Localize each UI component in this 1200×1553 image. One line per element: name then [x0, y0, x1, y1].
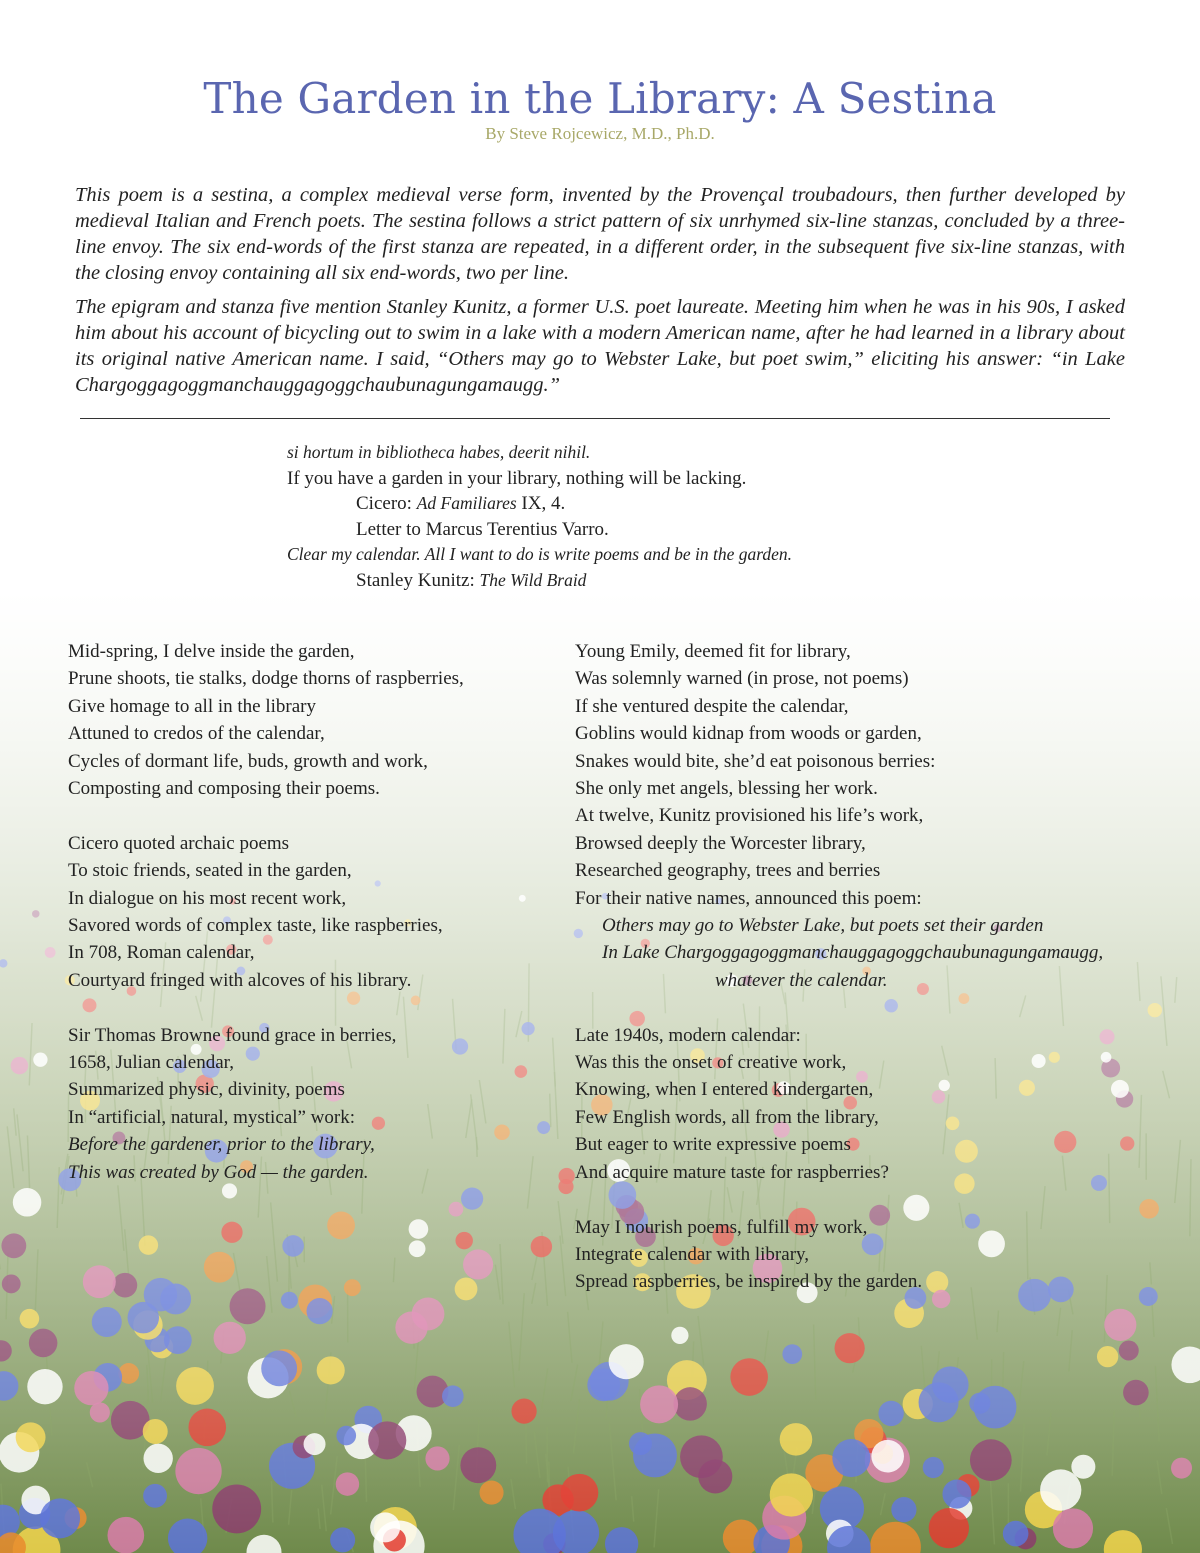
poem-line: Knowing, when I entered kindergarten,: [575, 1079, 874, 1101]
stanza-2: [68, 830, 548, 994]
poem-line: Give homage to all in the library: [68, 695, 316, 717]
poem-line: whatever the calendar.: [715, 969, 888, 991]
poem-line: If she ventured despite the calendar,: [575, 695, 849, 717]
epigraph-translation: If you have a garden in your library, nothing will be lacking.: [287, 467, 747, 489]
poem-line: Summarized physic, divinity, poems: [68, 1079, 345, 1101]
poem-line: For their native names, announced this poem:: [575, 887, 922, 909]
poem-line: In dialogue on his most recent work,: [68, 887, 347, 909]
poem-line: She only met angels, blessing her work.: [575, 778, 878, 800]
stanza-1: [68, 638, 548, 802]
poem-line: Sir Thomas Browne found grace in berries,: [68, 1024, 397, 1046]
poem-line: Cicero quoted archaic poems: [68, 832, 290, 854]
stanza-4: [575, 638, 1175, 802]
stanza-5: [575, 802, 1175, 994]
poem-column-left: [68, 638, 548, 1213]
poem-line: Attuned to credos of the calendar,: [68, 723, 325, 745]
poem-line: Was solemnly warned (in prose, not poems): [575, 668, 909, 690]
poem-line: And acquire mature taste for raspberries?: [575, 1161, 889, 1183]
poem-line: 1658, Julian calendar,: [68, 1052, 234, 1074]
page-title: The Garden in the Library: A Sestina: [203, 74, 997, 123]
poem-line: Courtyard fringed with alcoves of his library.: [68, 969, 412, 991]
poem-line: In Lake Chargoggagoggmanchauggagoggchaubunagungamaugg,: [602, 942, 1104, 964]
poem-line: Snakes would bite, she’d eat poisonous berries:: [575, 750, 936, 772]
poem-line: Mid-spring, I delve inside the garden,: [68, 641, 355, 662]
poem-line: May I nourish poems, fulfill my work,: [575, 1216, 868, 1238]
author-byline: By Steve Rojcewicz, M.D., Ph.D.: [485, 124, 715, 143]
poem-line: Others may go to Webster Lake, but poets set their garden: [602, 915, 1044, 937]
poem-line: Researched geography, trees and berries: [575, 860, 881, 882]
envoy: [575, 1214, 1175, 1296]
poem-line: In 708, Roman calendar,: [68, 942, 255, 964]
poem-line: Browsed deeply the Worcester library,: [575, 832, 866, 854]
poem-line: In “artificial, natural, mystical” work:: [68, 1106, 355, 1128]
poem-line: At twelve, Kunitz provisioned his life’s work,: [575, 805, 924, 827]
poem-line: This was created by God — the garden.: [68, 1161, 369, 1183]
epigraph-kunitz-quote: Clear my calendar. All I want to do is write poems and be in the garden.: [287, 544, 793, 564]
epigraph-cicero-citation: [287, 491, 987, 517]
poem-column-right: [575, 638, 1175, 1323]
intro-paragraph: This poem is a sestina, a complex medieval verse form, invented by the Provençal troubadours, then further developed by medieval Italian and French poets. The sestina follows a strict pattern of six unrhymed six-line stanzas, concluded by a three-line envoy. The six end-words of the first stanza are repeated, in a different order, in the subsequent five six-line stanzas, with the closing envoy containing all six end-words, two per line.: [75, 184, 1125, 284]
citation-work: The Wild Braid: [479, 569, 587, 590]
citation-ref: IX, 4.: [516, 493, 566, 514]
poem-line: Was this the onset of creative work,: [575, 1052, 847, 1074]
poem-line: Few English words, all from the library,: [575, 1106, 879, 1128]
poem-line: Spread raspberries, be inspired by the garden.: [575, 1271, 923, 1293]
intro-paragraph: The epigram and stanza five mention Stanley Kunitz, a former U.S. poet laureate. Meeting him when he was in his 90s, I asked him about his account of bicycling out to swim in a lake with a modern American name, after he had learned in a library about its original native American name. I said, “Others may go to Webster Lake, but poet swim,” eliciting his answer: “in Lake Chargoggagoggmanchauggagoggchaubunagungamaugg.”: [75, 296, 1125, 396]
citation-author: Stanley Kunitz:: [356, 569, 480, 591]
divider: [80, 418, 1110, 419]
poem-line: Integrate calendar with library,: [575, 1243, 810, 1265]
poem-line: But eager to write expressive poems: [575, 1134, 851, 1156]
poem-line: Young Emily, deemed fit for library,: [575, 641, 851, 662]
citation-author: Cicero:: [356, 493, 417, 514]
stanza-6: [575, 1022, 1175, 1186]
poem-line: To stoic friends, seated in the garden,: [68, 860, 352, 882]
epigraph-latin: si hortum in bibliotheca habes, deerit nihil.: [287, 442, 591, 462]
poem-line: Composting and composing their poems.: [68, 778, 380, 800]
poem-line: Prune shoots, tie stalks, dodge thorns of raspberries,: [68, 668, 464, 690]
introduction: [75, 182, 1125, 406]
citation-work: Ad Familiares: [416, 493, 517, 513]
epigraph-kunitz-citation: [287, 568, 987, 594]
poem-line: Late 1940s, modern calendar:: [575, 1024, 801, 1046]
poem-line: Savored words of complex taste, like raspberries,: [68, 915, 443, 937]
poem-line: Goblins would kidnap from woods or garden,: [575, 723, 922, 745]
epigraph: [287, 440, 987, 593]
poem-line: Cycles of dormant life, buds, growth and work,: [68, 750, 428, 772]
poem-line: Before the gardener, prior to the library,: [68, 1134, 375, 1156]
epigraph-cicero-letter: Letter to Marcus Terentius Varro.: [356, 518, 609, 540]
stanza-3: [68, 1022, 548, 1186]
